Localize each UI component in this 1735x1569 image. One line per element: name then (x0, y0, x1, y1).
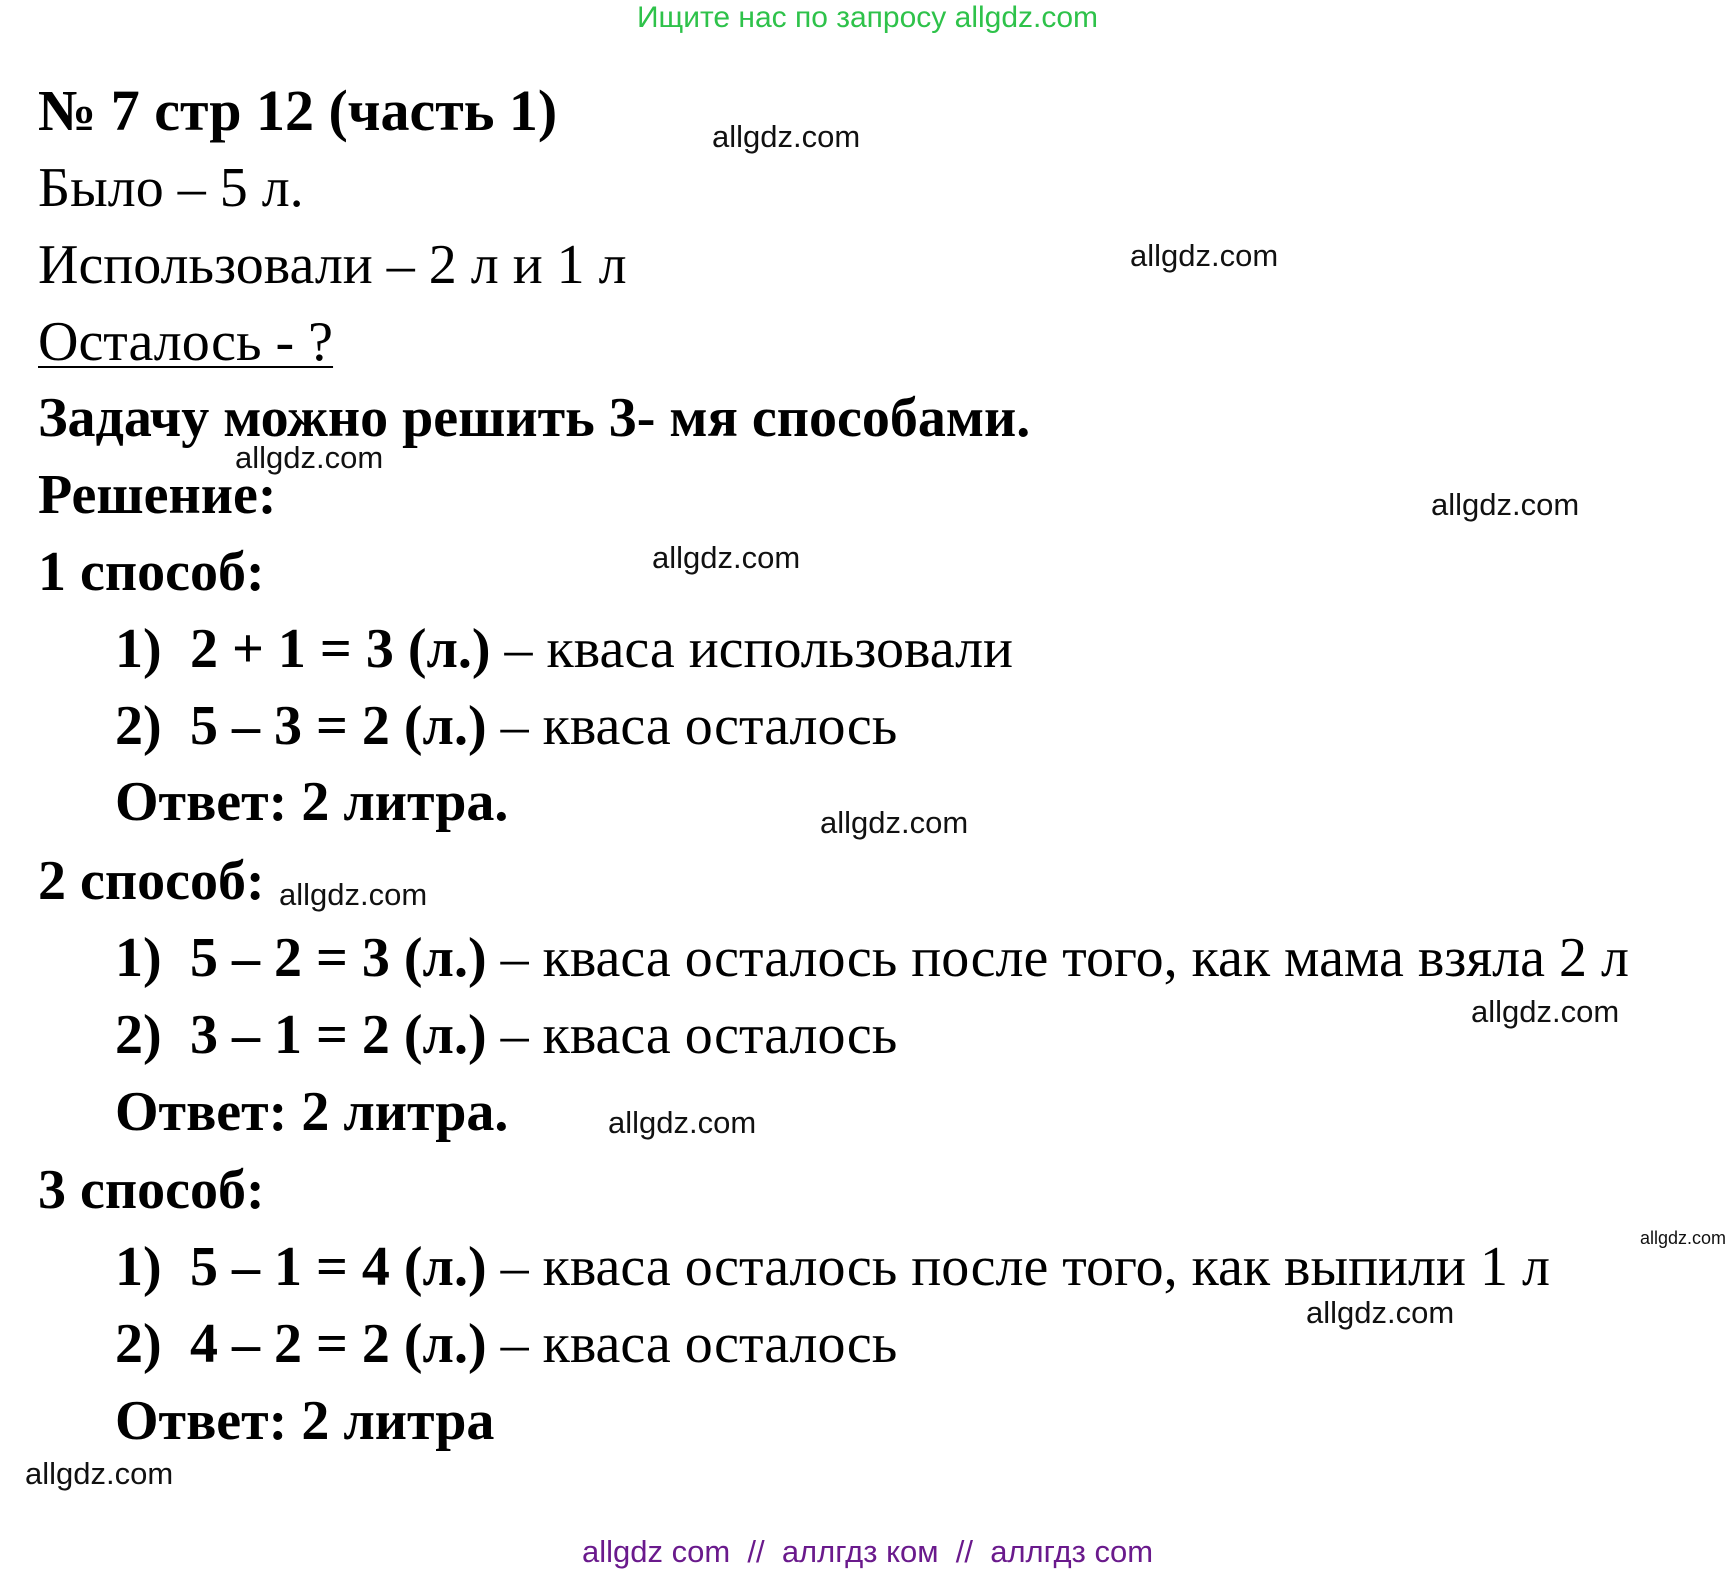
method-3-step-2 (115, 1313, 898, 1375)
note-three-methods: Задачу можно решить 3- мя способами. (38, 387, 1031, 449)
method-1-step-1 (115, 618, 1014, 680)
step-number: 1) (115, 927, 162, 989)
step-expression: 2 + 1 = 3 (л.) (190, 618, 491, 680)
watermark: allgdz.com (1471, 994, 1620, 1029)
watermark: allgdz.com (1306, 1295, 1455, 1330)
method-2-answer: Ответ: 2 литра. (115, 1081, 509, 1143)
solution-label: Решение: (38, 464, 277, 526)
step-text: – кваса осталось (486, 1313, 898, 1375)
watermark: allgdz.com (820, 805, 969, 840)
step-text: – кваса осталось после того, как выпили 1 л (486, 1236, 1550, 1298)
watermark: allgdz.com (608, 1105, 757, 1140)
method-3-label: 3 способ: (38, 1159, 265, 1221)
step-expression: 5 – 2 = 3 (л.) (190, 927, 487, 989)
watermark: allgdz.com (712, 119, 861, 154)
watermark: allgdz.com (25, 1456, 174, 1491)
step-expression: 5 – 1 = 4 (л.) (190, 1236, 487, 1298)
step-number: 1) (115, 1236, 162, 1298)
step-expression: 4 – 2 = 2 (л.) (190, 1313, 487, 1375)
step-text: – кваса осталось (486, 695, 898, 757)
watermark: allgdz.com (652, 540, 801, 575)
step-text: – кваса осталось после того, как мама взяла 2 л (486, 927, 1629, 989)
given-used: Использовали – 2 л и 1 л (38, 234, 627, 296)
step-text: – кваса осталось (486, 1004, 898, 1066)
page-title: № 7 стр 12 (часть 1) (38, 78, 558, 143)
step-number: 2) (115, 1313, 162, 1375)
method-3-step-1 (115, 1236, 1550, 1298)
watermark: allgdz.com (279, 877, 428, 912)
step-number: 2) (115, 1004, 162, 1066)
watermark: allgdz.com (1130, 238, 1279, 273)
method-2-label: 2 способ: (38, 850, 265, 912)
top-promo-text: Ищите нас по запросу allgdz.com (636, 1, 1099, 34)
step-expression: 5 – 3 = 2 (л.) (190, 695, 487, 757)
method-2-step-1 (115, 927, 1629, 989)
method-3-answer: Ответ: 2 литра (115, 1390, 495, 1452)
method-1-label: 1 способ: (38, 541, 265, 603)
method-1-answer: Ответ: 2 литра. (115, 771, 509, 833)
step-number: 2) (115, 695, 162, 757)
method-2-step-2 (115, 1004, 898, 1066)
given-was: Было – 5 л. (38, 157, 304, 219)
step-expression: 3 – 1 = 2 (л.) (190, 1004, 487, 1066)
step-number: 1) (115, 618, 162, 680)
given-left: Осталось - ? (38, 311, 334, 373)
watermark: allgdz.com (1640, 1228, 1727, 1248)
footer-links-text: allgdz com // аллгдз ком // аллгдз com (581, 1534, 1154, 1569)
watermark: allgdz.com (1431, 487, 1580, 522)
method-1-step-2 (115, 695, 898, 757)
watermark: allgdz.com (235, 440, 384, 475)
step-text: – кваса использовали (490, 618, 1014, 680)
